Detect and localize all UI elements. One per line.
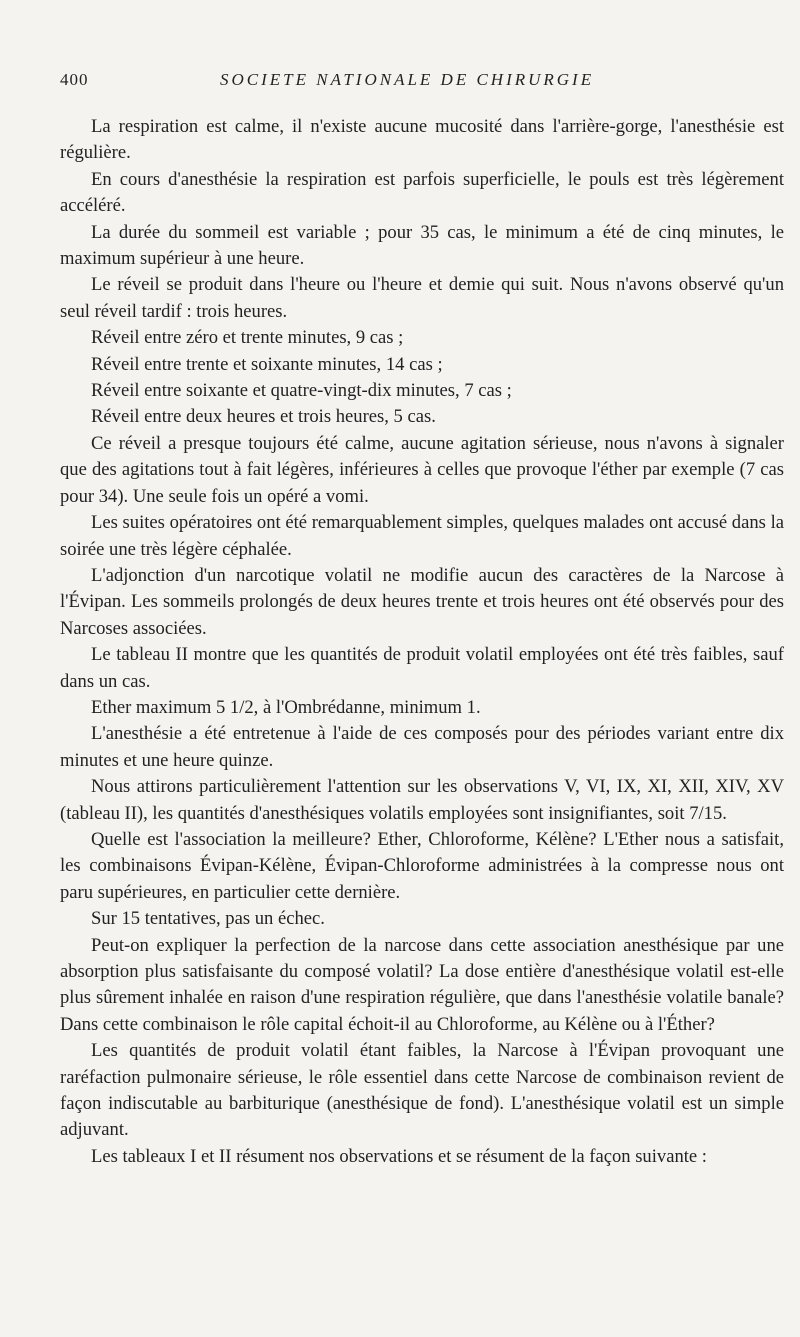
paragraph: Ce réveil a presque toujours été calme, aucune agitation sérieuse, nous n'avons à signaler que des agitations tout à fait légères, inférieures à celles que provoque l'éther par exemple (7 cas pour 34). Une seule fois un opéré a vomi. (60, 432, 784, 507)
paragraph: La respiration est calme, il n'existe aucune mucosité dans l'arrière-gorge, l'anesthésie est régulière. (60, 116, 784, 164)
paragraph: Le réveil se produit dans l'heure ou l'heure et demie qui suit. Nous n'avons observé qu'un seul réveil tardif : trois heures. (60, 274, 784, 322)
paragraph: Réveil entre soixante et quatre-vingt-dix minutes, 7 cas ; (91, 380, 512, 402)
page-header (60, 70, 760, 94)
paragraph: L'anesthésie a été entretenue à l'aide de ces composés pour des périodes variant entre dix minutes et une heure quinze. (60, 723, 784, 771)
body-text (60, 114, 784, 1170)
paragraph: Les tableaux I et II résument nos observations et se résument de la façon suivante : (91, 1145, 707, 1167)
paragraph: Sur 15 tentatives, pas un échec. (91, 908, 325, 930)
paragraph: Les quantités de produit volatil étant faibles, la Narcose à l'Évipan provoquant une raréfaction pulmonaire sérieuse, le rôle essentiel dans cette Narcose de combinaison revient de façon indiscutable au barbiturique (anesthésique de fond). L'anesthésique volatil est un simple adjuvant. (60, 1040, 784, 1141)
paragraph: Les suites opératoires ont été remarquablement simples, quelques malades ont accusé dans la soirée une très légère céphalée. (60, 512, 784, 560)
paragraph: Réveil entre deux heures et trois heures, 5 cas. (91, 406, 436, 428)
paragraph: Réveil entre zéro et trente minutes, 9 cas ; (91, 327, 404, 349)
paragraph: La durée du sommeil est variable ; pour 35 cas, le minimum a été de cinq minutes, le maximum supérieur à une heure. (60, 221, 784, 270)
paragraph: Nous attirons particulièrement l'attention sur les observations V, VI, IX, XI, XII, XIV, XV (tableau II), les quantités d'anesthésiques volatils employées sont insignifiantes, soit 7/15. (60, 776, 784, 824)
paragraph: Réveil entre trente et soixante minutes, 14 cas ; (91, 353, 443, 375)
running-title: SOCIETE NATIONALE DE CHIRURGIE (220, 70, 595, 89)
paragraph: Quelle est l'association la meilleure? Ether, Chloroforme, Kélène? L'Ether nous a satisfait, les combinaisons Évipan-Kélène, Évipan-Chloroforme administrées à la compresse nous ont paru supérieures, en particulier cette dernière. (60, 828, 784, 903)
paragraph: En cours d'anesthésie la respiration est parfois superficielle, le pouls est très légèrement accéléré. (60, 168, 784, 217)
paragraph: Ether maximum 5 1/2, à l'Ombrédanne, minimum 1. (91, 696, 481, 718)
paragraph: L'adjonction d'un narcotique volatil ne modifie aucun des caractères de la Narcose à l'Évipan. Les sommeils prolongés de deux heures trente et trois heures ont été observés pour des Narcoses associées. (60, 564, 784, 639)
paragraph: Le tableau II montre que les quantités de produit volatil employées ont été très faibles, sauf dans un cas. (60, 644, 784, 692)
paragraph: Peut-on expliquer la perfection de la narcose dans cette association anesthésique par une absorption plus satisfaisante du composé volatil? La dose entière d'anesthésique volatil est-elle plus sûrement inhalée en raison d'une respiration régulière, que dans l'anesthésie volatile banale? Dans cette combinaison le rôle capital échoit-il au Chloroforme, au Kélène ou à l'Éther? (60, 934, 784, 1035)
page-number: 400 (60, 70, 89, 89)
